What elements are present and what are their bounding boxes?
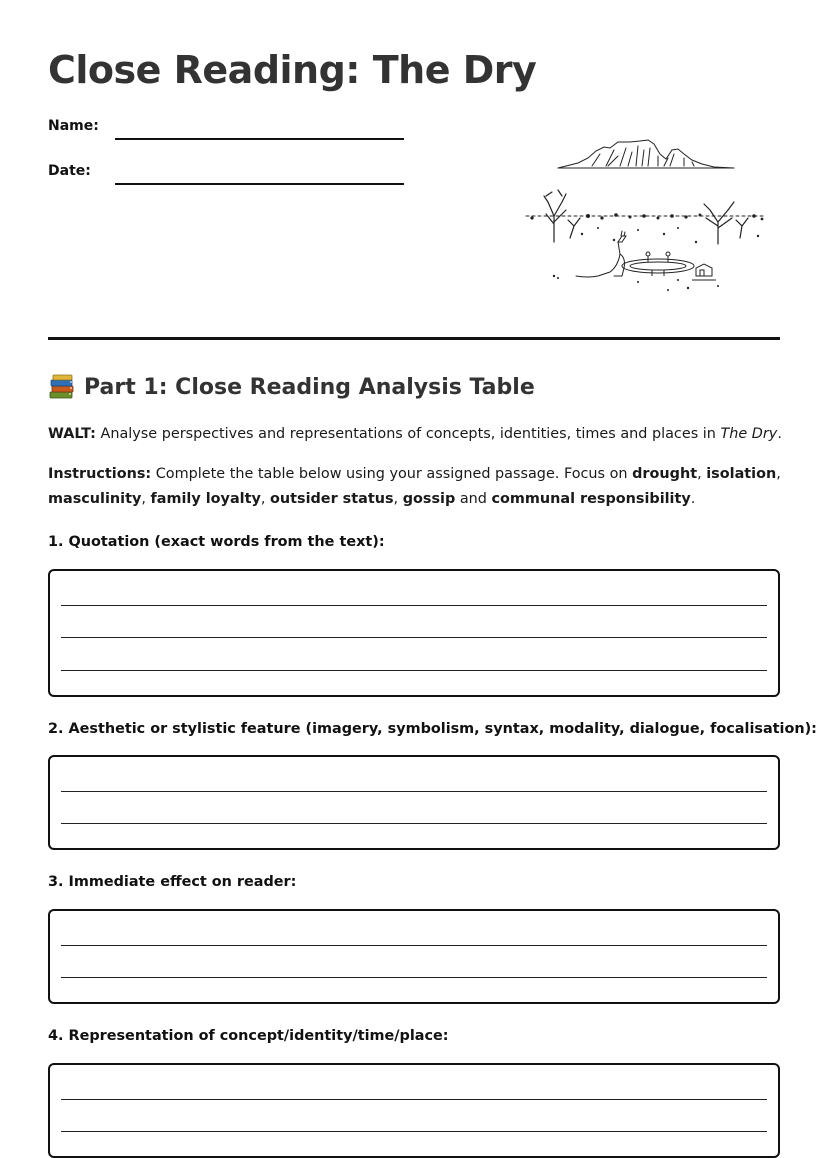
instructions-label: Instructions: [48,466,152,482]
question-2-answer-box[interactable] [48,755,780,850]
question-3-answer-box[interactable] [48,909,780,1004]
writing-line [61,670,767,671]
mountain-icon [558,140,734,168]
separator: , [776,466,781,482]
kangaroo-icon [576,231,626,277]
question-1-answer-box[interactable] [48,569,780,697]
dead-tree-icon [704,202,748,244]
question-1-label: 1. Quotation (exact words from the text): [48,534,385,550]
focus-term: masculinity [48,491,142,507]
writing-line [61,945,767,946]
ground-detail-icon [553,275,719,291]
writing-line [61,637,767,638]
walt-paragraph [48,422,788,447]
name-field[interactable] [115,138,404,140]
writing-line [61,1099,767,1100]
instructions-paragraph [48,462,788,512]
section-divider [48,337,780,340]
focus-term: outsider status [270,491,394,507]
focus-term: drought [632,466,698,482]
books-icon [48,374,76,400]
separator: and [455,491,492,507]
scrub-bushes-icon [530,213,763,243]
focus-term: gossip [402,491,456,507]
question-2-label: 2. Aesthetic or stylistic feature (imagery, symbolism, syntax, modality, dialogue, focalisation): [48,721,817,737]
question-3-label: 3. Immediate effect on reader: [48,874,297,890]
date-label: Date: [48,163,91,179]
separator: , [697,466,707,482]
date-field[interactable] [115,183,404,185]
writing-line [61,1131,767,1132]
question-4-answer-box[interactable] [48,1063,780,1158]
writing-line [61,823,767,824]
writing-line [61,605,767,606]
writing-line [61,791,767,792]
dry-dam-icon [622,252,694,276]
walt-text: Analyse perspectives and representations of concepts, identities, times and places in [95,426,721,442]
walt-title: The Dry [720,426,778,442]
focus-term: family loyalty [150,491,261,507]
period: . [690,491,696,507]
focus-term: communal responsibility [491,491,691,507]
outback-drought-scene-icon [518,130,770,300]
farmhouse-icon [692,264,716,280]
walt-end: . [777,426,782,442]
instructions-text: Complete the table below using your assigned passage. Focus on [151,466,633,482]
question-4-label: 4. Representation of concept/identity/time/place: [48,1028,449,1044]
name-label: Name: [48,118,99,134]
writing-line [61,977,767,978]
part1-heading-text: Part 1: Close Reading Analysis Table [84,374,535,400]
separator: , [260,491,270,507]
focus-term: isolation [706,466,777,482]
part1-heading [48,374,535,400]
walt-label: WALT: [48,426,96,442]
separator: , [141,491,151,507]
worksheet-title: Close Reading: The Dry [48,48,537,92]
separator: , [393,491,403,507]
